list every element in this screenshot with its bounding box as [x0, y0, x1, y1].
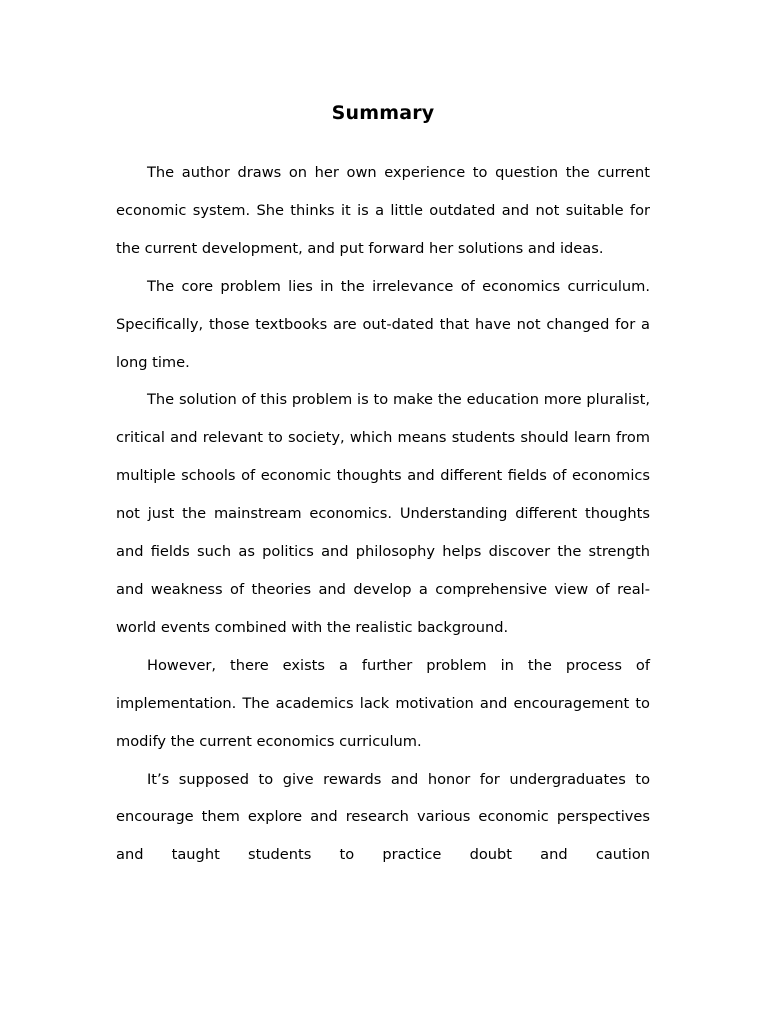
- document-title: Summary: [331, 102, 435, 124]
- paragraph-5: It’s supposed to give rewards and honor for undergraduates to encourage them explore and research various economic perspectives and taught students to practice doubt and caution: [116, 770, 650, 864]
- paragraph-4: However, there exists a further problem in the process of implementation. The academics lack motivation and encouragement to modify the current economics curriculum.: [116, 656, 650, 750]
- document-page: [116, 98, 650, 874]
- paragraph-3: The solution of this problem is to make the education more pluralist, critical and relevant to society, which means students should learn from multiple schools of economic thoughts and different fields of economics not just the mainstream economics. Understanding different thoughts and fields such as politics and philosophy helps discover the strength and weakness of theories and develop a comprehensive view of real-world events combined with the realistic background.: [116, 391, 650, 636]
- paragraph-1: The author draws on her own experience to question the current economic system. She thinks it is a little outdated and not suitable for the current development, and put forward her solutions and ideas.: [116, 164, 650, 257]
- paragraph-2: The core problem lies in the irrelevance of economics curriculum. Specifically, those textbooks are out-dated that have not changed for a long time.: [116, 277, 650, 371]
